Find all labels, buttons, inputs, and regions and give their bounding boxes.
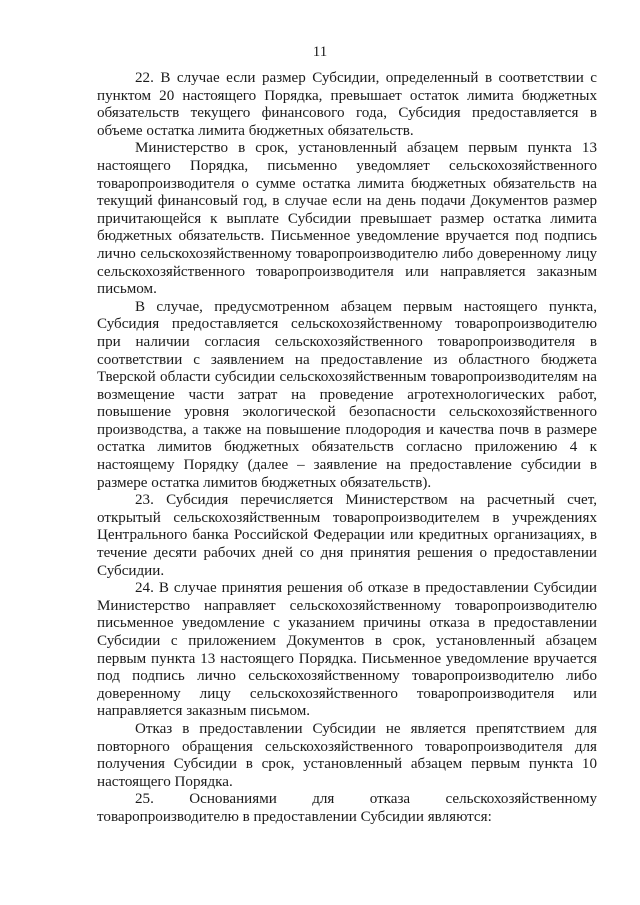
paragraph-24: 24. В случае принятия решения об отказе в предоставлении Субсидии Министерство направляет сельскохозяйственному товаропроизводителю письменное уведомление с указанием причины отказа в предоставлении Субсидии с приложением Документов в срок, установленный абзацем первым пункта 13 настоящего Порядка. Письменное уведомление вручается под подпись лично сельскохозяйственному товаропроизводителю либо доверенному лицу сельскохозяйственного товаропроизводителя или направляется заказным письмом. <box>97 580 597 720</box>
paragraph-24-refusal-note: Отказ в предоставлении Субсидии не является препятствием для повторного обращения сельскохозяйственного товаропроизводителя для получения Субсидии в срок, установленный абзацем первым пункта 10 настоящего Порядка. <box>97 720 597 790</box>
document-body <box>97 70 597 827</box>
paragraph-23: 23. Субсидия перечисляется Министерством на расчетный счет, открытый сельскохозяйственным товаропроизводителем в учреждениях Центрального банка Российской Федерации или кредитных организациях, в течение десяти рабочих дней со дня принятия решения о предоставлении Субсидии. <box>97 492 597 579</box>
page-number: 11 <box>312 44 328 60</box>
paragraph-22-consent: В случае, предусмотренном абзацем первым настоящего пункта, Субсидия предоставляется сельскохозяйственному товаропроизводителю при наличии согласия сельскохозяйственного товаропроизводителя в соответствии с заявлением на предоставление из областного бюджета Тверской области субсидии сельскохозяйственным товаропроизводителям на возмещение части затрат на проведение агротехнологических работ, повышение уровня экологической безопасности сельскохозяйственного производства, а также на повышение плодородия и качества почв в размере остатка лимитов бюджетных обязательств согласно приложению 4 к настоящему Порядку (далее – заявление на предоставление субсидии в размере остатка лимитов бюджетных обязательств). <box>97 298 597 491</box>
paragraph-22-notification: Министерство в срок, установленный абзацем первым пункта 13 настоящего Порядка, письменно уведомляет сельскохозяйственного товаропроизводителя о сумме остатка лимита бюджетных обязательств на текущий финансовый год, в случае если на день подачи Документов размер причитающейся к выплате Субсидии превышает размер остатка лимита бюджетных обязательств. Письменное уведомление вручается под подпись лично сельскохозяйственному товаропроизводителю либо доверенному лицу сельскохозяйственного товаропроизводителя или направляется заказным письмом. <box>97 140 597 298</box>
paragraph-22: 22. В случае если размер Субсидии, определенный в соответствии с пунктом 20 настоящего Порядка, превышает остаток лимита бюджетных обязательств текущего финансового года, Субсидия предоставляется в объеме остатка лимита бюджетных обязательств. <box>97 70 597 139</box>
paragraph-25: 25. Основаниями для отказа сельскохозяйственному товаропроизводителю в предоставлении Субсидии являются: <box>97 791 597 825</box>
